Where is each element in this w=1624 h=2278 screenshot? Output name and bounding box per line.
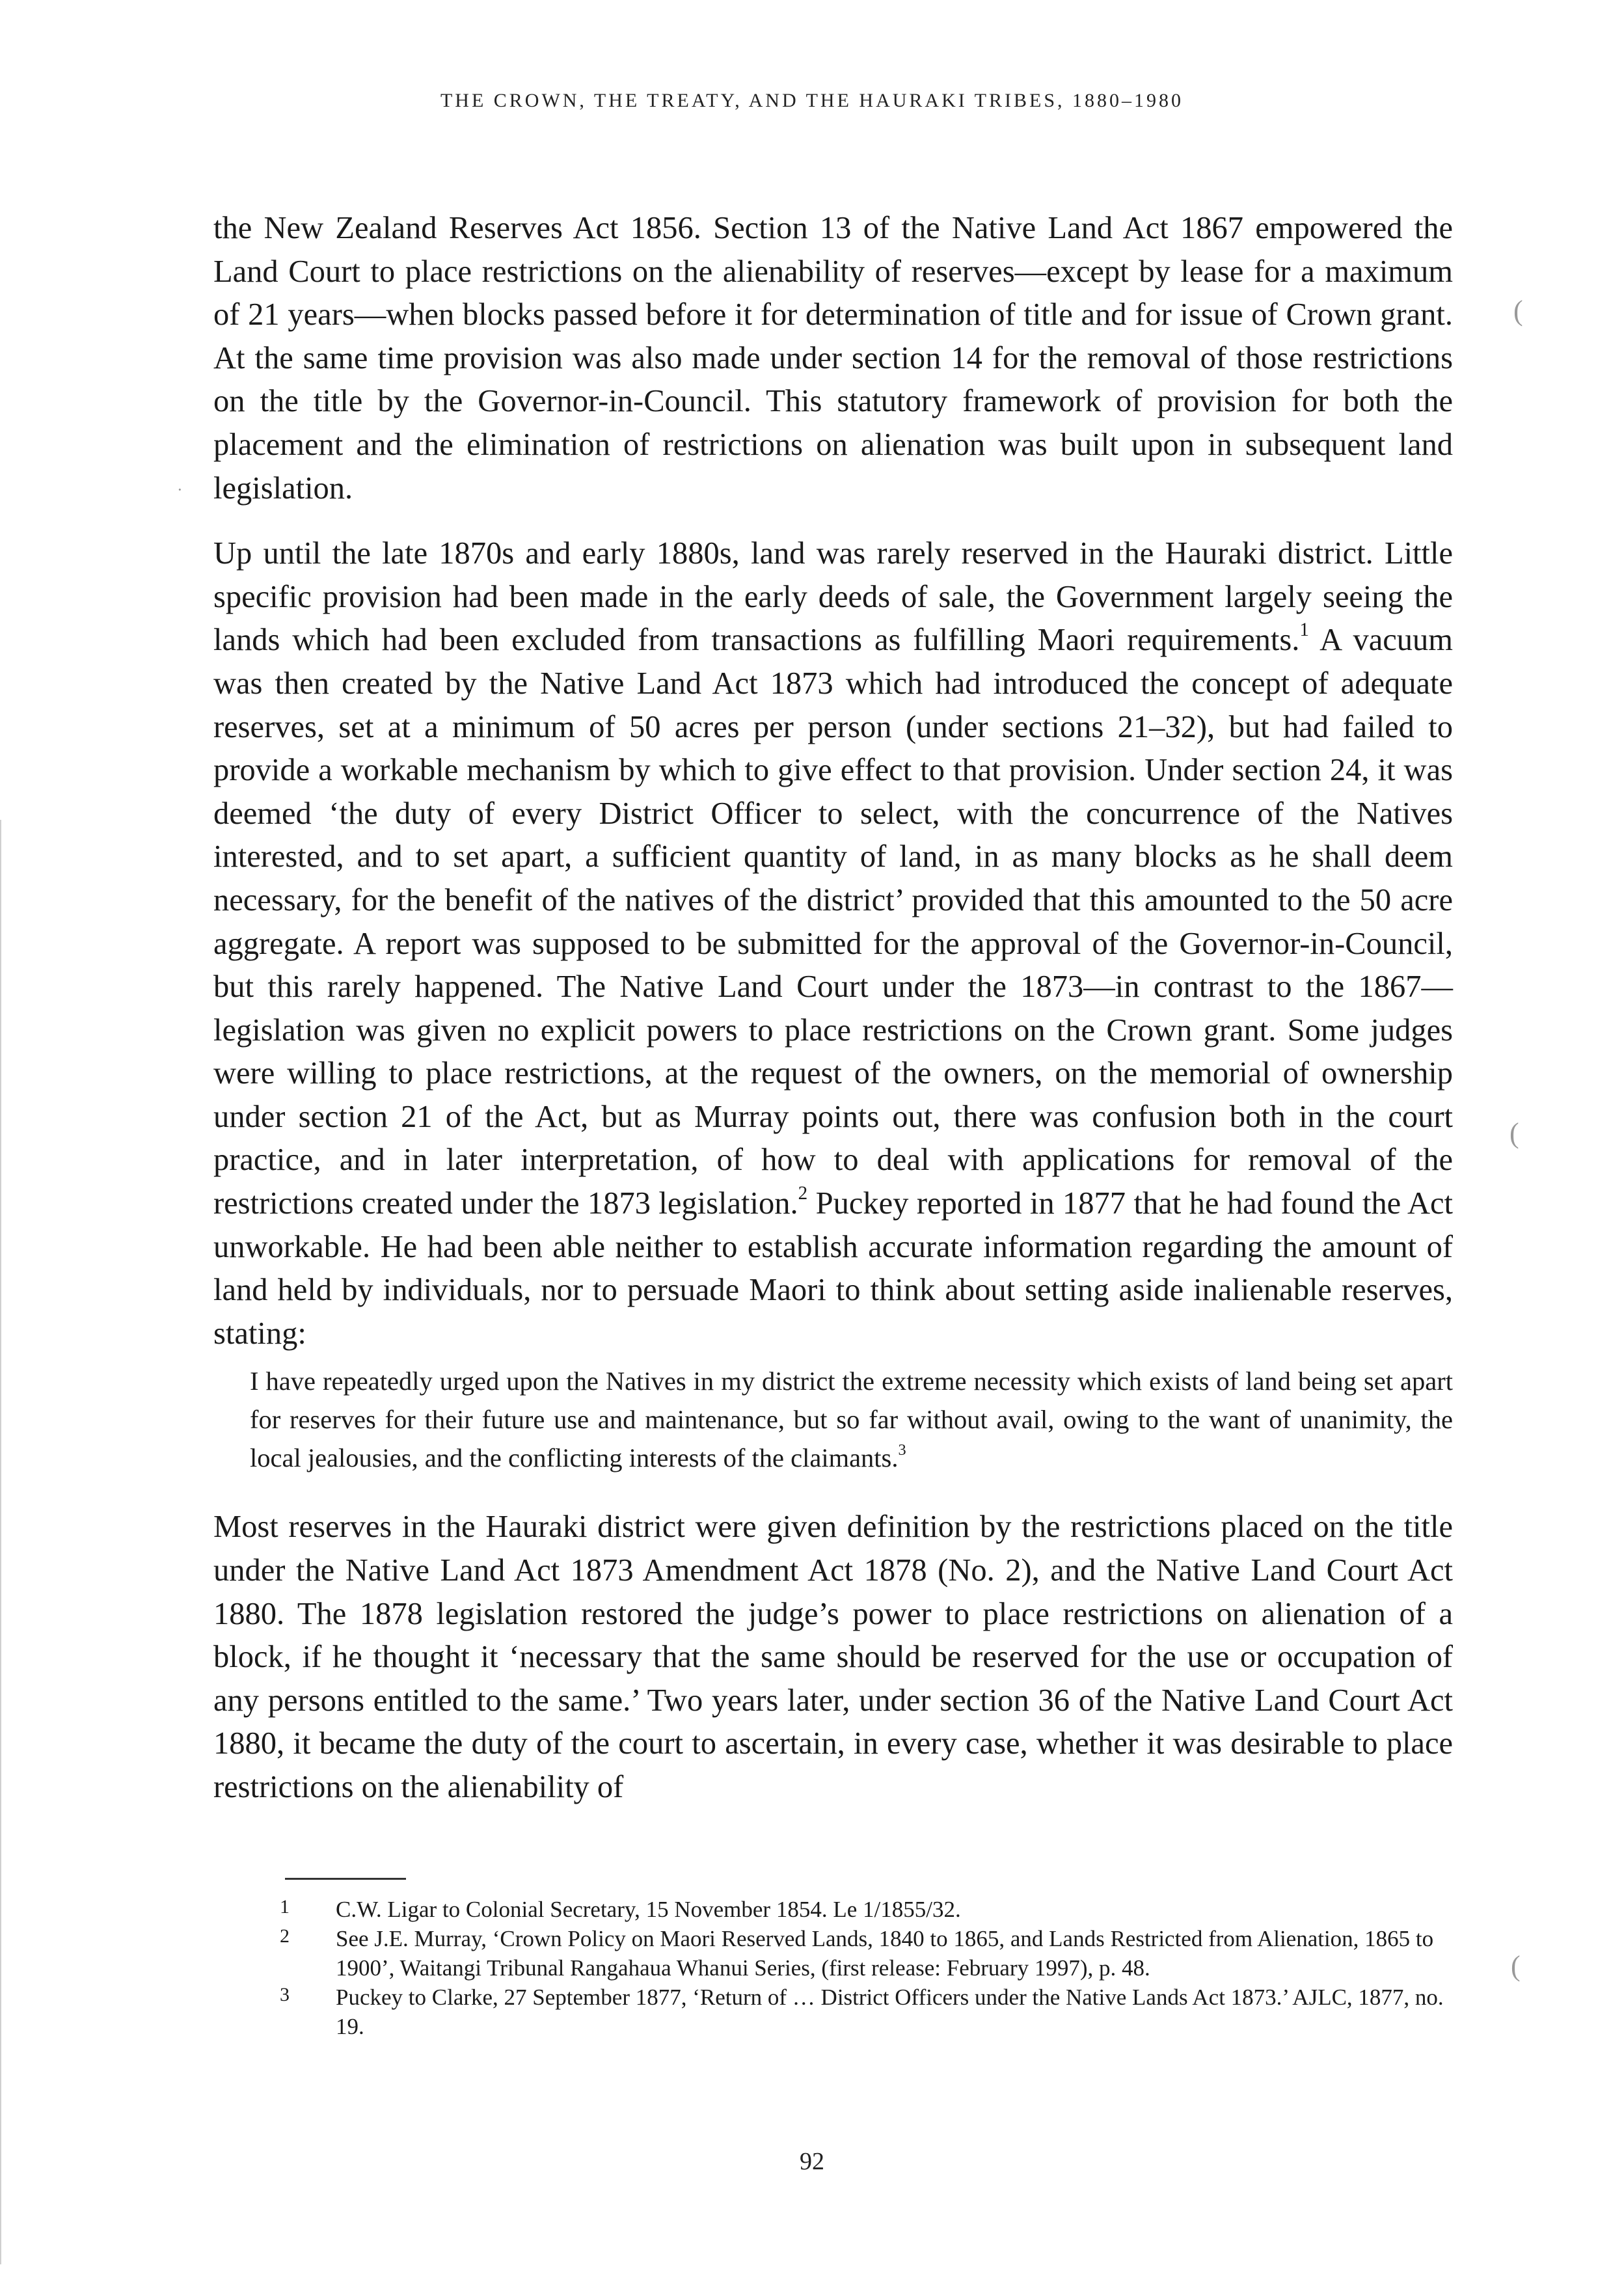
footnote-number: 1 — [280, 1896, 290, 1918]
footnote-text: See J.E. Murray, ‘Crown Policy on Maori Reserved Lands, 1840 to 1865, and Lands Restricted from Alienation, 1865 to 1900’, Waitangi Tribunal Rangahaua Whanui Series, (first release: February 1997), p. 48. — [336, 1926, 1434, 1981]
footnote-text: C.W. Ligar to Colonial Secretary, 15 November 1854. Le 1/1855/32. — [336, 1897, 961, 1922]
block-quote-text: I have repeatedly urged upon the Natives in my district the extreme necessity which exists of land being set apart for reserves for their future use and maintenance, but so far without avail, owing to the want of unanimity, the local jealousies, and the conflicting interests of the claimants. — [250, 1366, 1453, 1473]
footnote-1 — [280, 1895, 1457, 1924]
scan-gutter-shadow — [0, 820, 1, 2264]
footnotes — [280, 1895, 1457, 2041]
footnote-ref-3[interactable]: 3 — [898, 1441, 906, 1459]
footnote-divider — [285, 1878, 406, 1880]
page-number: 92 — [800, 2148, 824, 2175]
running-head: THE CROWN, THE TREATY, AND THE HAURAKI TRIBES, 1880–1980 — [440, 90, 1184, 111]
scan-mark: · — [177, 480, 183, 499]
scan-mark: ( — [1509, 1117, 1519, 1149]
paragraph-2-part-c: Puckey reported in 1877 that he had found the Act unworkable. He had been able neither to establish accurate information regarding the amount of land held by individuals, nor to persuade Maori to think about setting aside inalienable reserves, stating: — [213, 1186, 1453, 1351]
footnote-ref-2[interactable]: 2 — [798, 1183, 808, 1204]
footnote-3 — [280, 1983, 1457, 2041]
paragraph-2 — [213, 532, 1453, 1355]
paragraph-2-part-b: A vacuum was then created by the Native Land Act 1873 which had introduced the concept of adequate reserves, set at a minimum of 50 acres per person (under sections 21–32), but had failed to provide a workable mechanism by which to give effect to that provision. Under section 24, it was deemed ‘the duty of every District Officer to select, with the concurrence of the Natives interested, and to set apart, a sufficient quantity of land, in as many blocks as he shall deem necessary, for the benefit of the natives of the district’ provided that this amounted to the 50 acre aggregate. A report was supposed to be submitted for the approval of the Governor-in-Council, but this rarely happened. The Native Land Court under the 1873—in contrast to the 1867— legislation was given no explicit powers to place restrictions on the Crown grant. Some judges were willing to place restrictions, at the request of the owners, on the memorial of ownership under section 21 of the Act, but as Murray points out, there was confusion both in the court practice, and in later interpretation, of how to deal with applications for removal of the restrictions created under the 1873 legislation. — [213, 623, 1453, 1221]
paragraph-1: the New Zealand Reserves Act 1856. Section 13 of the Native Land Act 1867 empowered the Land Court to place restrictions on the alienability of reserves—except by lease for a maximum of 21 years—when blocks passed before it for determination of title and for issue of Crown grant. At the same time provision was also made under section 14 for the removal of those restrictions on the title by the Governor-in-Council. This statutory framework of provision for both the placement and the elimination of restrictions on alienation was built upon in subsequent land legislation. — [213, 211, 1453, 506]
scan-mark: ( — [1511, 1950, 1521, 1982]
footnote-2 — [280, 1924, 1457, 1983]
paragraph-3: Most reserves in the Hauraki district were given definition by the restrictions placed on the title under the Native Land Act 1873 Amendment Act 1878 (No. 2), and the Native Land Court Act 1880. The 1878 legislation restored the judge’s power to place restrictions on alienation of a block, if he thought it ‘necessary that the same should be reserved for the use or occupation of any persons entitled to the same.’ Two years later, under section 36 of the Native Land Court Act 1880, it became the duty of the court to ascertain, in every case, whether it was desirable to place restrictions on the alienability of — [213, 1510, 1453, 1804]
scan-mark: ( — [1513, 295, 1523, 327]
paragraph-2-part-a: Up until the late 1870s and early 1880s, land was rarely reserved in the Hauraki district. Little specific provision had been made in the early deeds of sale, the Government largely seeing the lands which had been excluded from transactions as fulfilling Maori requirements. — [213, 536, 1453, 658]
block-quote — [250, 1362, 1453, 1477]
footnote-number: 2 — [280, 1925, 290, 1947]
footnote-text: Puckey to Clarke, 27 September 1877, ‘Return of … District Officers under the Native Lands Act 1873.’ AJLC, 1877, no. 19. — [336, 1985, 1444, 2039]
footnote-number: 3 — [280, 1984, 290, 2005]
main-text — [213, 207, 1453, 1810]
footnote-ref-1[interactable]: 1 — [1299, 619, 1309, 641]
